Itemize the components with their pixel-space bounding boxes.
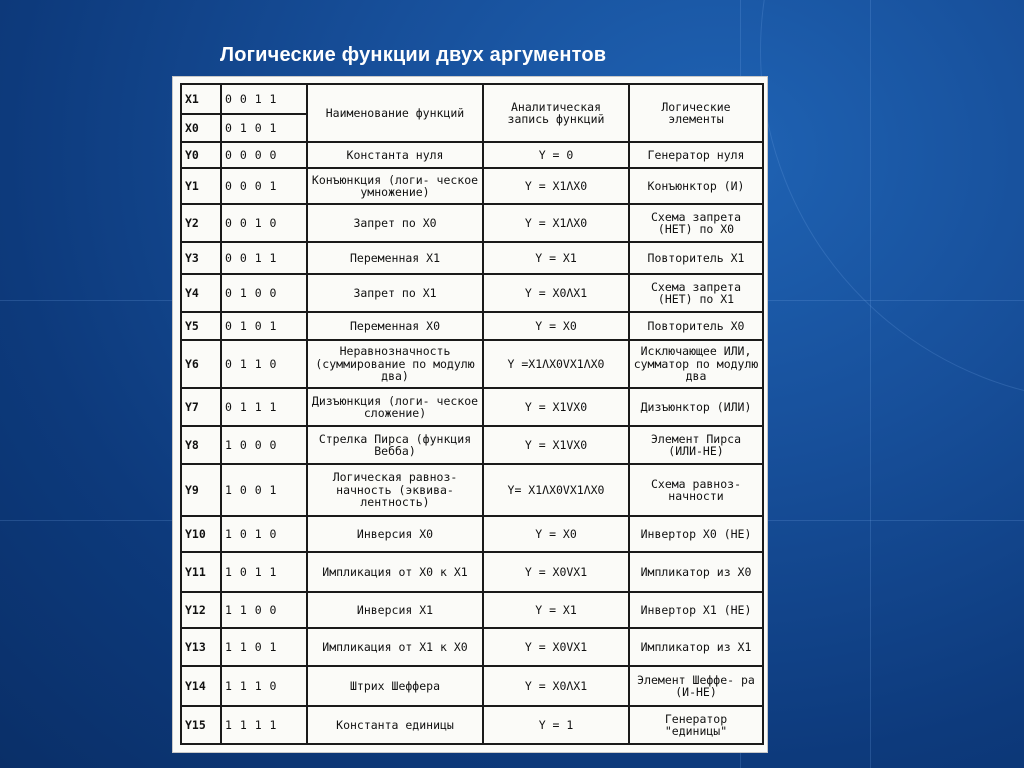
function-expression: Y =X1ΛX0VX1ΛX0 (483, 340, 629, 388)
logic-functions-table (180, 83, 764, 745)
function-id: Y1 (181, 168, 221, 204)
x1-label: X1 (181, 84, 221, 114)
function-name: Стрелка Пирса (функция Вебба) (307, 426, 483, 464)
function-expression: Y = X0VX1 (483, 628, 629, 666)
slide-title: Логические функции двух аргументов (220, 44, 607, 66)
function-id: Y9 (181, 464, 221, 516)
function-expression: Y = 0 (483, 142, 629, 168)
function-bits: 1 1 0 0 (221, 592, 307, 628)
function-id: Y0 (181, 142, 221, 168)
function-name: Неравнозначность (суммирование по модулю два) (307, 340, 483, 388)
function-name: Инверсия X1 (307, 592, 483, 628)
function-bits: 1 0 1 0 (221, 516, 307, 552)
function-id: Y12 (181, 592, 221, 628)
function-expression: Y = X1 (483, 242, 629, 274)
header-elem: Логические элементы (629, 84, 763, 142)
logic-element: Конъюнктор (И) (629, 168, 763, 204)
function-id: Y3 (181, 242, 221, 274)
function-expression: Y = X0 (483, 516, 629, 552)
header-name: Наименование функций (307, 84, 483, 142)
table-row (181, 628, 763, 666)
function-bits: 1 0 1 1 (221, 552, 307, 592)
logic-element: Инвертор X1 (НЕ) (629, 592, 763, 628)
table-row (181, 242, 763, 274)
table-row (181, 706, 763, 744)
table-row (181, 142, 763, 168)
function-name: Константа нуля (307, 142, 483, 168)
logic-element: Повторитель X1 (629, 242, 763, 274)
function-id: Y6 (181, 340, 221, 388)
function-id: Y4 (181, 274, 221, 312)
function-expression: Y = X1VX0 (483, 388, 629, 426)
table-row (181, 388, 763, 426)
table-row (181, 274, 763, 312)
table-row (181, 464, 763, 516)
function-bits: 0 0 1 1 (221, 242, 307, 274)
function-name: Инверсия X0 (307, 516, 483, 552)
table-row (181, 426, 763, 464)
function-bits: 1 1 1 0 (221, 666, 307, 706)
function-expression: Y = X0ΛX1 (483, 666, 629, 706)
function-id: Y7 (181, 388, 221, 426)
function-id: Y2 (181, 204, 221, 242)
function-bits: 1 1 1 1 (221, 706, 307, 744)
function-bits: 0 1 0 0 (221, 274, 307, 312)
table-row (181, 168, 763, 204)
function-name: Конъюнкция (логи- ческое умножение) (307, 168, 483, 204)
function-expression: Y = 1 (483, 706, 629, 744)
function-name: Константа единицы (307, 706, 483, 744)
header-expr: Аналитическая запись функций (483, 84, 629, 142)
function-name: Запрет по X1 (307, 274, 483, 312)
table-row (181, 312, 763, 340)
logic-element: Импликатор из X1 (629, 628, 763, 666)
table-row (181, 552, 763, 592)
logic-element: Дизъюнктор (ИЛИ) (629, 388, 763, 426)
function-bits: 0 1 1 0 (221, 340, 307, 388)
table-sheet (173, 77, 767, 752)
logic-element: Повторитель X0 (629, 312, 763, 340)
logic-element: Схема запрета (НЕТ) по X1 (629, 274, 763, 312)
x0-label: X0 (181, 114, 221, 142)
background-arc-5 (760, 0, 1024, 402)
function-expression: Y = X1VX0 (483, 426, 629, 464)
table-row (181, 666, 763, 706)
function-id: Y13 (181, 628, 221, 666)
logic-element: Схема запрета (НЕТ) по X0 (629, 204, 763, 242)
function-expression: Y = X1ΛX0 (483, 204, 629, 242)
logic-element: Элемент Пирса (ИЛИ-НЕ) (629, 426, 763, 464)
function-id: Y14 (181, 666, 221, 706)
function-expression: Y= X1ΛX0VX1ΛX0 (483, 464, 629, 516)
logic-element: Генератор "единицы" (629, 706, 763, 744)
function-bits: 0 0 0 0 (221, 142, 307, 168)
logic-element: Элемент Шеффе- ра (И-НЕ) (629, 666, 763, 706)
function-id: Y8 (181, 426, 221, 464)
function-id: Y11 (181, 552, 221, 592)
function-bits: 0 0 1 0 (221, 204, 307, 242)
function-name: Переменная X1 (307, 242, 483, 274)
function-expression: Y = X0VX1 (483, 552, 629, 592)
logic-element: Схема равноз- начности (629, 464, 763, 516)
logic-element: Импликатор из X0 (629, 552, 763, 592)
function-bits: 0 1 0 1 (221, 312, 307, 340)
table-row (181, 592, 763, 628)
table-row (181, 204, 763, 242)
function-name: Штрих Шеффера (307, 666, 483, 706)
function-id: Y5 (181, 312, 221, 340)
function-expression: Y = X1ΛX0 (483, 168, 629, 204)
function-name: Переменная X0 (307, 312, 483, 340)
function-bits: 0 0 0 1 (221, 168, 307, 204)
x0-bits: 0 1 0 1 (221, 114, 307, 142)
logic-element: Инвертор X0 (НЕ) (629, 516, 763, 552)
function-name: Импликация от X1 к X0 (307, 628, 483, 666)
logic-element: Генератор нуля (629, 142, 763, 168)
function-id: Y10 (181, 516, 221, 552)
function-expression: Y = X1 (483, 592, 629, 628)
function-name: Запрет по X0 (307, 204, 483, 242)
function-bits: 1 1 0 1 (221, 628, 307, 666)
function-id: Y15 (181, 706, 221, 744)
function-bits: 0 1 1 1 (221, 388, 307, 426)
function-bits: 1 0 0 0 (221, 426, 307, 464)
table-row (181, 340, 763, 388)
function-name: Импликация от X0 к X1 (307, 552, 483, 592)
logic-element: Исключающее ИЛИ, сумматор по модулю два (629, 340, 763, 388)
function-name: Дизъюнкция (логи- ческое сложение) (307, 388, 483, 426)
function-bits: 1 0 0 1 (221, 464, 307, 516)
header-row-x1 (181, 84, 763, 114)
function-expression: Y = X0 (483, 312, 629, 340)
x1-bits: 0 0 1 1 (221, 84, 307, 114)
table-row (181, 516, 763, 552)
function-expression: Y = X0ΛX1 (483, 274, 629, 312)
function-name: Логическая равноз- начность (эквива- лентность) (307, 464, 483, 516)
